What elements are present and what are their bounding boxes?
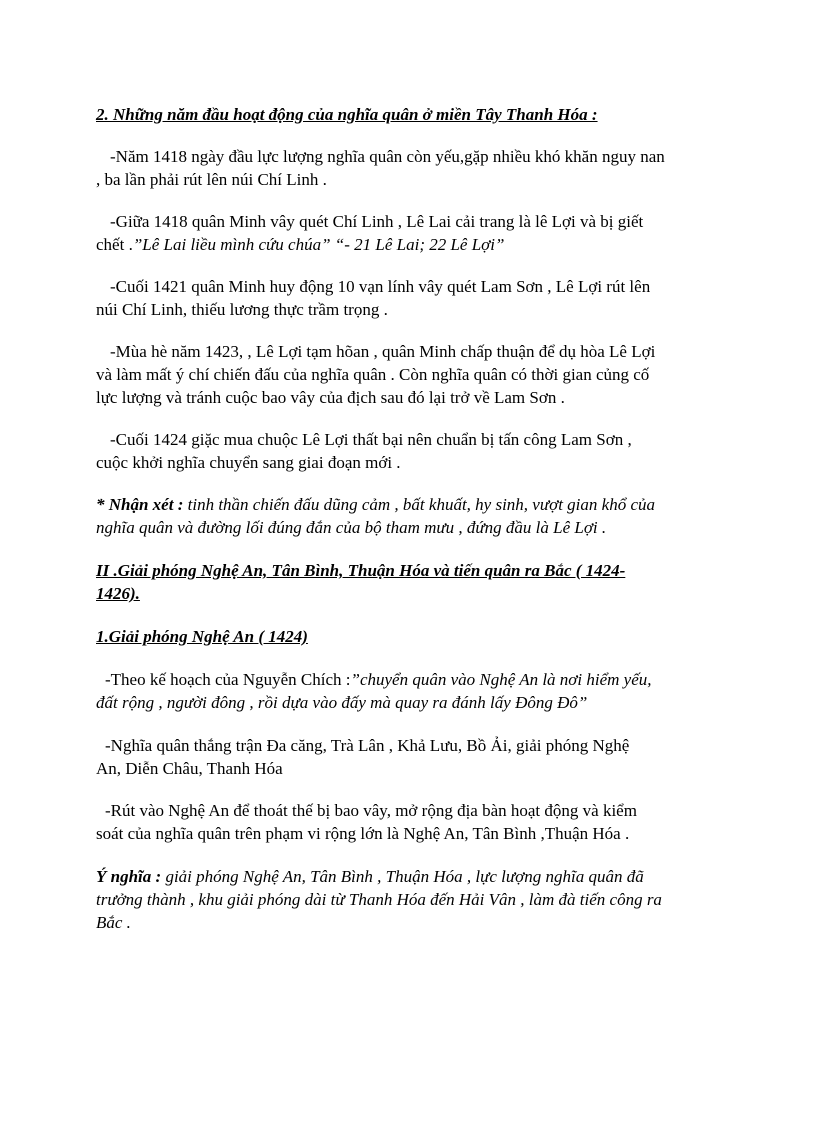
meaning-label: Ý nghĩa : (96, 867, 162, 886)
sub1-para-2-line-1: -Nghĩa quân thắng trận Đa căng, Trà Lân , Khả Lưu, Bồ Ải, giải phóng Nghệ (105, 736, 630, 755)
para-3-line-1: -Cuối 1421 quân Minh huy động 10 vạn lính vây quét Lam Sơn , Lê Lợi rút lên (110, 277, 651, 296)
note-line-2: nghĩa quân và đường lối đúng đắn của bộ tham mưu , đứng đầu là Lê Lợi . (96, 518, 607, 537)
para-1-line-2: , ba lần phải rút lên núi Chí Linh . (96, 170, 327, 189)
note-label: * Nhận xét : (96, 495, 184, 514)
sub1-para-1-line-2: đất rộng , người đông , rồi dựa vào đấy mà quay ra đánh lấy Đông Đô” (96, 693, 588, 712)
para-2-line-1: -Giữa 1418 quân Minh vây quét Chí Linh , Lê Lai cải trang là lê Lợi và bị giết (110, 212, 644, 231)
sub1-para-3-line-1: -Rút vào Nghệ An để thoát thế bị bao vây, mở rộng địa bàn hoạt động và kiểm (105, 801, 637, 820)
sub1-para-1-quote: ”chuyển quân vào Nghệ An là nơi hiểm yếu, (350, 670, 652, 689)
meaning-line-3: Bắc . (96, 913, 131, 932)
subsection-1-heading: 1.Giải phóng Nghệ An ( 1424) (96, 627, 308, 646)
section-ii-heading-line-1: II .Giải phóng Nghệ An, Tân Bình, Thuận Hóa và tiến quân ra Bắc ( 1424- (96, 561, 626, 580)
para-3-line-2: núi Chí Linh, thiếu lương thực trầm trọng . (96, 300, 388, 319)
para-4-line-3: lực lượng và tránh cuộc bao vây của địch sau đó lại trở về Lam Sơn . (96, 388, 565, 407)
para-2-line-2 (96, 234, 504, 256)
section-2-heading: 2. Những năm đầu hoạt động của nghĩa quân ở miền Tây Thanh Hóa : (96, 105, 598, 124)
meaning-line-2: trưởng thành , khu giải phóng dài từ Thanh Hóa đến Hải Vân , làm đà tiến công ra (96, 890, 662, 909)
meaning-text: giải phóng Nghệ An, Tân Bình , Thuận Hóa , lực lượng nghĩa quân đã (161, 867, 644, 886)
note-line-1 (96, 494, 655, 516)
note-text: tinh thần chiến đấu dũng cảm , bất khuất, hy sinh, vượt gian khổ của (183, 495, 655, 514)
para-1-line-1: -Năm 1418 ngày đầu lực lượng nghĩa quân còn yếu,gặp nhiều khó khăn nguy nan (110, 147, 665, 166)
para-5-line-2: cuộc khởi nghĩa chuyển sang giai đoạn mới . (96, 453, 401, 472)
para-4-line-1: -Mùa hè năm 1423, , Lê Lợi tạm hõan , quân Minh chấp thuận để dụ hòa Lê Lợi (110, 342, 656, 361)
section-ii-heading-line-2: 1426). (96, 584, 140, 603)
para-5-line-1: -Cuối 1424 giặc mua chuộc Lê Lợi thất bại nên chuẩn bị tấn công Lam Sơn , (110, 430, 632, 449)
para-2-line-2-text: chết . (96, 235, 133, 254)
sub1-para-2-line-2: An, Diễn Châu, Thanh Hóa (96, 759, 283, 778)
sub1-para-1-line-1 (96, 669, 652, 691)
sub1-para-1-text: -Theo kế hoạch của Nguyễn Chích : (105, 670, 351, 689)
para-4-line-2: và làm mất ý chí chiến đấu của nghĩa quân . Còn nghĩa quân có thời gian củng cố (96, 365, 650, 384)
sub1-para-3-line-2: soát của nghĩa quân trên phạm vi rộng lớn là Nghệ An, Tân Bình ,Thuận Hóa . (96, 824, 630, 843)
para-2-quote: ”Lê Lai liều mình cứu chúa” “- 21 Lê Lai; 22 Lê Lợi” (132, 235, 505, 254)
meaning-line-1 (96, 866, 644, 888)
